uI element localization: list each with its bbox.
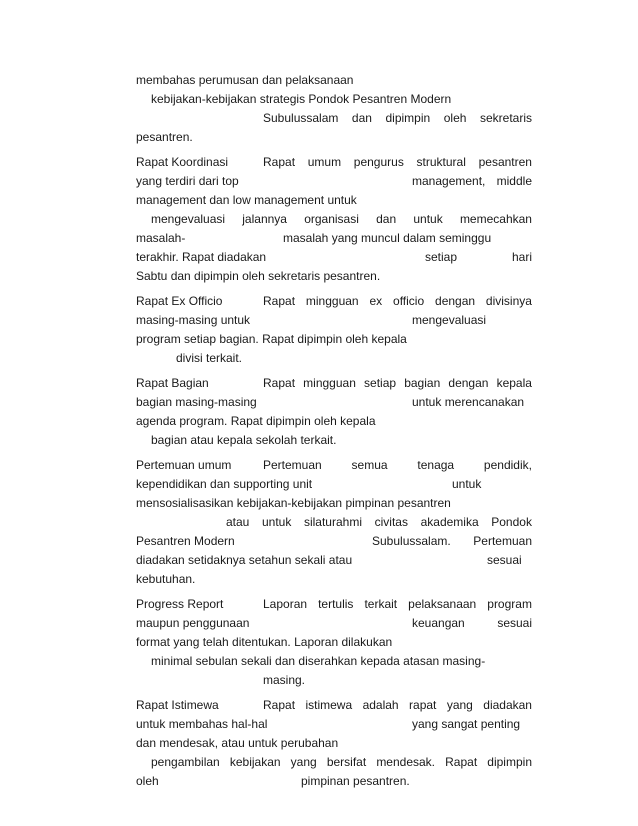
koordinasi-line-6b (425, 250, 532, 264)
bagian-term: Rapat Bagian (136, 376, 209, 390)
word: Subulussalam. (372, 534, 451, 548)
word: Subulussalam (263, 111, 339, 125)
word: kepala (496, 376, 532, 390)
word: dengan (448, 376, 489, 390)
word: pengambilan (151, 755, 220, 769)
word: adalah (362, 698, 399, 712)
koordinasi-term: Rapat Koordinasi (136, 155, 229, 169)
bagian-line-4: bagian atau kepala sekolah terkait. (151, 433, 337, 447)
word: Rapat (263, 155, 296, 169)
intro-line-2: kebijakan-kebijakan strategis Pondok Pesantren Modern (151, 92, 452, 106)
word: pengurus (353, 155, 404, 169)
koordinasi-line-3: management dan low management untuk (136, 193, 357, 207)
word: dan (351, 111, 372, 125)
word: atau (226, 515, 250, 529)
word: mendesak. (376, 755, 436, 769)
pertemuan-line-5b (372, 534, 532, 548)
word: istimewa (305, 698, 353, 712)
word: Rapat (445, 755, 478, 769)
word: Pertemuan (473, 534, 532, 548)
word: jalannya (242, 212, 287, 226)
word: Laporan (263, 597, 308, 611)
word: untuk (261, 515, 292, 529)
word: bagian (404, 376, 441, 390)
word: Rapat (263, 376, 296, 390)
istimewa-line-3: dan mendesak, atau untuk perubahan (136, 736, 339, 750)
exofficio-line-2a: masing-masing untuk (136, 313, 251, 327)
word: pesantren (478, 155, 532, 169)
word: memecahkan (459, 212, 532, 226)
word: diadakan (483, 698, 532, 712)
progress-line-3: format yang telah ditentukan. Laporan dilakukan (136, 635, 393, 649)
word: silaturahmi (303, 515, 362, 529)
progress-term: Progress Report (136, 597, 224, 611)
exofficio-line-2b: mengevaluasi (412, 313, 487, 327)
bagian-line-3: agenda program. Rapat dipimpin oleh kepala (136, 414, 376, 428)
word: mengevaluasi (151, 212, 226, 226)
word: setiap (364, 376, 397, 390)
exofficio-term: Rapat Ex Officio (136, 294, 223, 308)
word: sesuai (497, 616, 532, 630)
word: oleh (443, 111, 467, 125)
word: civitas (374, 515, 408, 529)
word: yang (290, 755, 317, 769)
word: pelaksanaan (408, 597, 477, 611)
word: struktural (416, 155, 466, 169)
word: mingguan (303, 376, 356, 390)
koordinasi-line-7: Sabtu dan dipimpin oleh sekretaris pesantren. (136, 269, 381, 283)
word: terkait (364, 597, 398, 611)
word: ex (369, 294, 383, 308)
pertemuan-line-4 (226, 515, 532, 529)
word: middle (496, 174, 532, 188)
exofficio-line-3: program setiap bagian. Rapat dipimpin oleh kepala (136, 332, 407, 346)
intro-line-3 (263, 111, 532, 125)
word: kebijakan (229, 755, 281, 769)
word: dan (376, 212, 397, 226)
word: Rapat (263, 698, 296, 712)
word: keuangan (412, 616, 465, 630)
bagian-line-2b: untuk merencanakan (412, 395, 525, 409)
word: semua (351, 458, 388, 472)
exofficio-line-4: divisi terkait. (176, 351, 243, 365)
word: tertulis (318, 597, 354, 611)
word: akademika (420, 515, 479, 529)
koordinasi-line-6a: terakhir. Rapat diadakan (136, 250, 267, 264)
istimewa-line-4 (151, 755, 532, 769)
word: dengan (435, 294, 476, 308)
istimewa-line-5a: oleh (136, 774, 159, 788)
word: program (487, 597, 532, 611)
koordinasi-line-5b: masalah yang muncul dalam seminggu (283, 231, 492, 245)
pertemuan-line-1 (263, 458, 532, 472)
pertemuan-line-2b: untuk (452, 477, 482, 491)
word: sekretaris (479, 111, 532, 125)
pertemuan-line-6b: sesuai (487, 553, 522, 567)
word: yang (446, 698, 473, 712)
bagian-line-2a: bagian masing-masing (136, 395, 257, 409)
word: bersifat (326, 755, 367, 769)
istimewa-line-2a: untuk membahas hal-hal (136, 717, 268, 731)
pertemuan-line-3: mensosialisasikan kebijakan-kebijakan pimpinan pesantren (136, 496, 451, 510)
progress-line-1 (263, 597, 532, 611)
koordinasi-line-1 (263, 155, 532, 169)
word: tenaga (417, 458, 455, 472)
progress-line-4: minimal sebulan sekali dan diserahkan kepada atasan masing- (151, 654, 486, 668)
pertemuan-line-5a: Pesantren Modern (136, 534, 235, 548)
word: umum (307, 155, 342, 169)
progress-line-2a: maupun penggunaan (136, 616, 250, 630)
istimewa-line-5b: pimpinan pesantren. (301, 774, 410, 788)
koordinasi-line-2a: yang terdiri dari top (136, 174, 239, 188)
word: Pondok (491, 515, 532, 529)
word: organisasi (304, 212, 359, 226)
word: setiap (425, 250, 458, 264)
koordinasi-line-5a: masalah- (136, 231, 186, 245)
istimewa-line-2b: yang sangat penting (412, 717, 521, 731)
istimewa-term: Rapat Istimewa (136, 698, 219, 712)
word: dipimpin (385, 111, 431, 125)
word: divisinya (485, 294, 532, 308)
word: officio (393, 294, 425, 308)
word: mingguan (305, 294, 359, 308)
intro-line-1: membahas perumusan dan pelaksanaan (136, 73, 354, 87)
pertemuan-line-2a: kependidikan dan supporting unit (136, 477, 313, 491)
word: Rapat (263, 294, 296, 308)
word: Pertemuan (263, 458, 322, 472)
istimewa-line-1 (263, 698, 532, 712)
pertemuan-line-7: kebutuhan. (136, 572, 196, 586)
word: dipimpin (487, 755, 532, 769)
progress-line-2b (412, 616, 532, 630)
exofficio-line-1 (263, 294, 532, 308)
pertemuan-term: Pertemuan umum (136, 458, 232, 472)
intro-line-4: pesantren. (136, 130, 193, 144)
word: untuk (413, 212, 443, 226)
word: hari (511, 250, 532, 264)
progress-line-5: masing. (263, 673, 306, 687)
koordinasi-line-4 (151, 212, 532, 226)
koordinasi-line-2b (412, 174, 532, 188)
pertemuan-line-6a: diadakan setidaknya setahun sekali atau (136, 553, 353, 567)
bagian-line-1 (263, 376, 532, 390)
word: pendidik, (483, 458, 532, 472)
word: rapat (409, 698, 437, 712)
word: management, (412, 174, 486, 188)
